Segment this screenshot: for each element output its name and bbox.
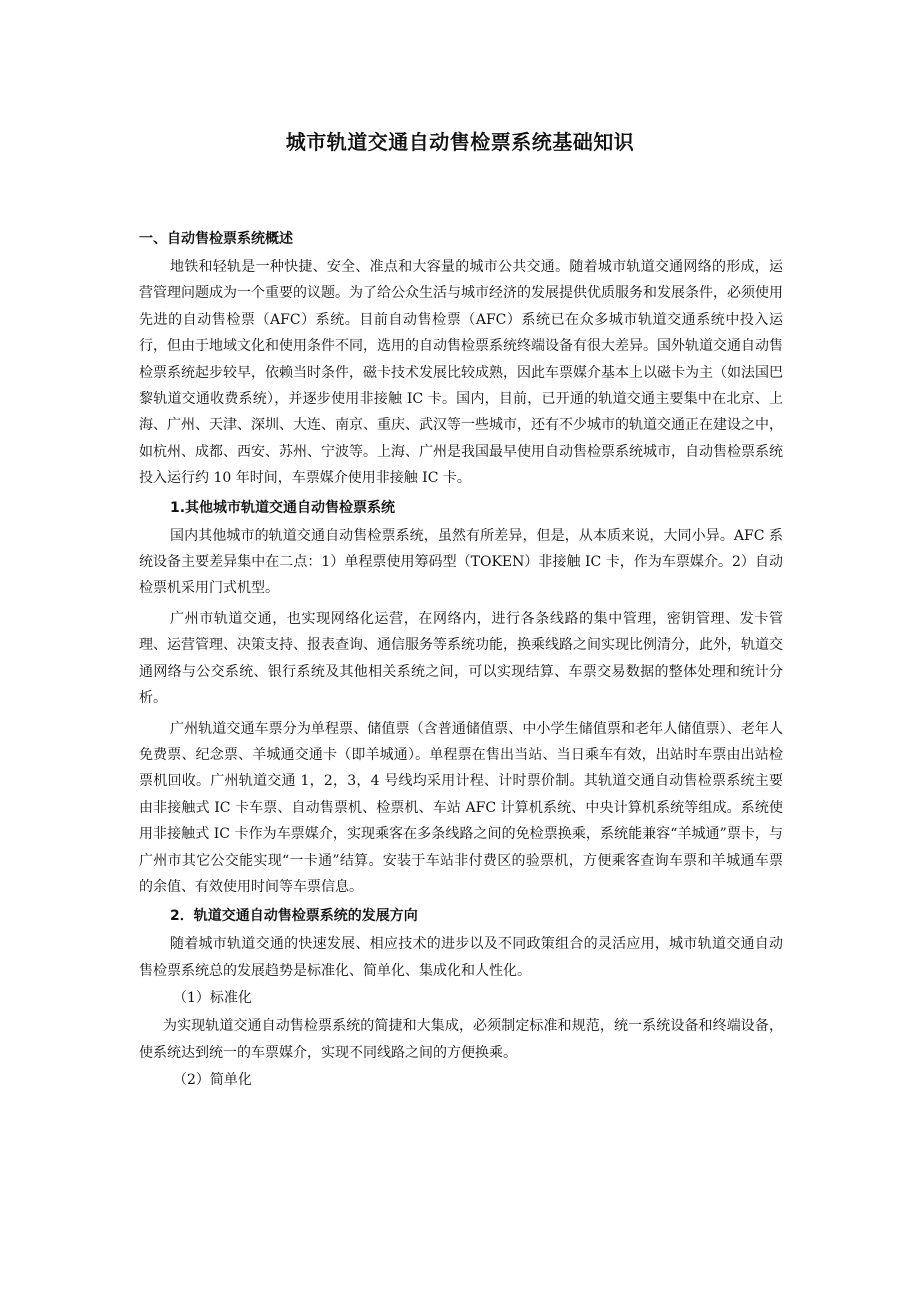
document-title: 城市轨道交通自动售检票系统基础知识 [285, 130, 635, 154]
list-item-heading: （2）简单化 [173, 1071, 252, 1088]
list-item-heading: （1）标准化 [173, 990, 252, 1007]
subsection-heading: 1.其他城市轨道交通自动售检票系统 [170, 499, 396, 516]
paragraph: 随着城市轨道交通的快速发展、相应技术的进步以及不同政策组合的灵活应用，城市轨道交通自动售检票系统总的发展趋势是标准化、简单化、集成化和人性化。 [139, 936, 783, 979]
document-body [139, 227, 783, 1095]
paragraph: 广州轨道交通车票分为单程票、储值票（含普通储值票、中小学生储值票和老年人储值票）、老年人免费票、纪念票、羊城通交通卡（即羊城通）。单程票在售出当站、当日乘车有效，出站时车票由出站检票机回收。广州轨道交通 1，2，3，4 号线均采用计程、计时票价制。其轨道交通自动售检票系统主要由非接触式 IC 卡车票、自动售票机、检票机、车站 AFC 计算机系统、中央计算机系统等组成。系统使用非接触式 IC 卡作为车票媒介，实现乘客在多条线路之间的免检票换乘，系统能兼容“羊城通”票卡，与广州市其它公交能实现“一卡通”结算。安装于车站非付费区的验票机，方便乘客查询车票和羊城通车票的余值、有效使用时间等车票信息。 [139, 720, 783, 895]
subsection-heading: 2．轨道交通自动售检票系统的发展方向 [170, 908, 418, 925]
section-heading: 一、自动售检票系统概述 [139, 231, 293, 247]
paragraph: 为实现轨道交通自动售检票系统的简捷和大集成，必须制定标准和规范，统一系统设备和终端设备，使系统达到统一的车票媒介，实现不同线路之间的方便换乘。 [139, 1018, 783, 1061]
paragraph: 广州市轨道交通，也实现网络化运营，在网络内，进行各条线路的集中管理，密钥管理、发卡管理、运营管理、决策支持、报表查询、通信服务等系统功能，换乘线路之间实现比例清分，此外，轨道交通网络与公交系统、银行系统及其他相关系统之间，可以实现结算、车票交易数据的整体处理和统计分析。 [139, 610, 783, 707]
paragraph: 国内其他城市的轨道交通自动售检票系统，虽然有所差异，但是，从本质来说，大同小异。AFC 系统设备主要差异集中在二点：1）单程票使用筹码型（TOKEN）非接触 IC 卡，作为车票媒介。2）自动检票机采用门式机型。 [139, 527, 783, 597]
paragraph: 地铁和轻轨是一种快捷、安全、准点和大容量的城市公共交通。随着城市轨道交通网络的形成，运营管理问题成为一个重要的议题。为了给公众生活与城市经济的发展提供优质服务和发展条件，必须使用先进的自动售检票（AFC）系统。目前自动售检票（AFC）系统已在众多城市轨道交通系统中投入运行，但由于地域文化和使用条件不同，选用的自动售检票系统终端设备有很大差异。国外轨道交通自动售检票系统起步较早，依赖当时条件，磁卡技术发展比较成熟，因此车票媒介基本上以磁卡为主（如法国巴黎轨道交通收费系统），并逐步使用非接触 IC 卡。国内，目前，已开通的轨道交通主要集中在北京、上海、广州、天津、深圳、大连、南京、重庆、武汉等一些城市，还有不少城市的轨道交通正在建设之中，如杭州、成都、西安、苏州、宁波等。上海、广州是我国最早使用自动售检票系统城市，自动售检票系统投入运行约 10 年时间，车票媒介使用非接触 IC 卡。 [139, 259, 783, 487]
